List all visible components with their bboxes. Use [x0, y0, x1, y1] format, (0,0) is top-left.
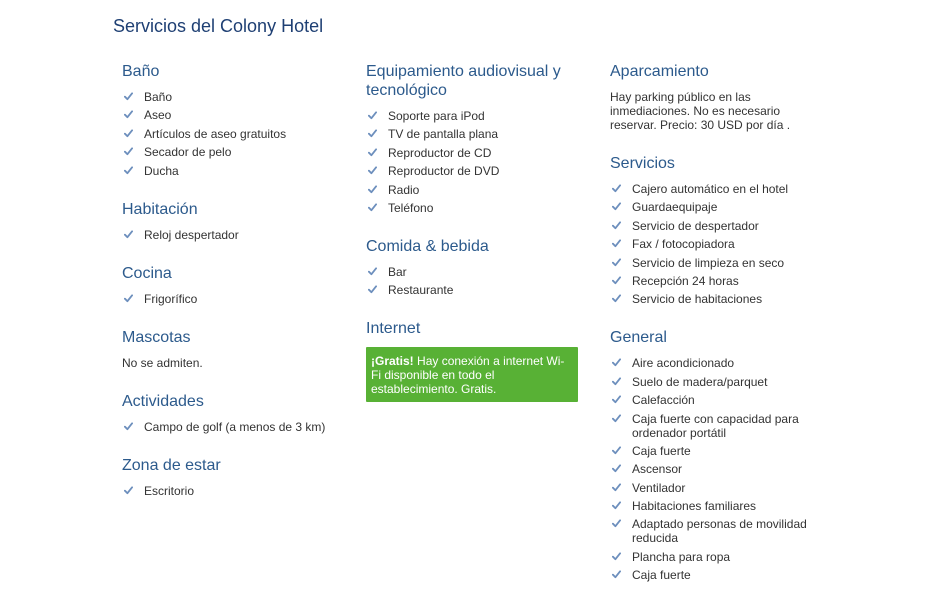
section-internet [366, 319, 581, 402]
wifi-free-badge [366, 347, 578, 402]
list-item [610, 375, 825, 389]
checkmark-icon [612, 499, 621, 508]
list-item-label: Escritorio [144, 483, 195, 498]
feature-list [610, 182, 825, 306]
feature-list [122, 90, 352, 178]
list-item [610, 444, 825, 458]
list-item-label: Fax / fotocopiadora [632, 237, 735, 252]
section-title: General [610, 329, 667, 347]
checkmark-icon [124, 127, 133, 136]
list-item-label: Recepción 24 horas [632, 273, 739, 288]
checkmark-icon [612, 550, 621, 559]
list-item [610, 356, 825, 370]
checkmark-icon [612, 517, 621, 526]
list-item [366, 127, 581, 141]
list-item [122, 484, 352, 498]
list-item [610, 568, 825, 582]
list-item [610, 393, 825, 407]
column-1 [122, 62, 352, 520]
section-title: Baño [122, 63, 160, 80]
section-zona-de-estar [122, 456, 352, 498]
list-item-label: Reproductor de CD [388, 145, 492, 160]
list-item-label: Restaurante [388, 283, 454, 298]
list-item-label: Caja fuerte [632, 568, 691, 583]
feature-list [122, 420, 352, 434]
section-general [610, 328, 825, 582]
list-item [610, 237, 825, 251]
feature-list [610, 356, 825, 582]
checkmark-icon [368, 183, 377, 192]
list-item-label: Ducha [144, 163, 179, 178]
list-item-label: Adaptado personas de movilidad reducida [632, 517, 807, 546]
section-aparcamiento [610, 62, 825, 132]
section-title: Mascotas [122, 328, 191, 346]
section-title: Internet [366, 320, 421, 338]
checkmark-icon [124, 228, 133, 237]
section-title: Equipamiento audiovisual y tecnológico [366, 63, 561, 99]
checkmark-icon [612, 412, 621, 421]
section-comida-bebida [366, 237, 581, 297]
list-item-label: Servicio de despertador [632, 218, 759, 233]
checkmark-icon [612, 200, 621, 209]
section-cocina [122, 264, 352, 306]
list-item [610, 462, 825, 476]
checkmark-icon [124, 420, 133, 429]
list-item [366, 109, 581, 123]
list-item-label: Aseo [144, 108, 172, 123]
section-title: Aparcamiento [610, 63, 709, 80]
feature-list [366, 265, 581, 297]
section-title: Comida & bebida [366, 237, 489, 255]
section-actividades [122, 392, 352, 434]
list-item [610, 182, 825, 196]
list-item-label: TV de pantalla plana [388, 127, 499, 142]
section-title: Zona de estar [122, 456, 221, 474]
list-item [366, 283, 581, 297]
checkmark-icon [612, 292, 621, 301]
list-item-label: Artículos de aseo gratuitos [144, 126, 287, 141]
list-item-label: Caja fuerte con capacidad para ordenador portátil [632, 411, 799, 440]
section-title: Servicios [610, 155, 675, 172]
section-habitación [122, 200, 352, 242]
checkmark-icon [368, 127, 377, 136]
list-item [122, 127, 352, 141]
list-item-label: Campo de golf (a menos de 3 km) [144, 419, 326, 434]
checkmark-icon [612, 462, 621, 471]
checkmark-icon [612, 393, 621, 402]
checkmark-icon [612, 219, 621, 228]
list-item-label: Guardaequipaje [632, 200, 718, 215]
list-item [610, 517, 825, 545]
list-item [122, 145, 352, 159]
checkmark-icon [612, 444, 621, 453]
checkmark-icon [124, 145, 133, 154]
list-item [122, 420, 352, 434]
list-item-label: Teléfono [388, 200, 434, 215]
list-item [610, 292, 825, 306]
list-item [610, 550, 825, 564]
list-item-label: Ascensor [632, 462, 683, 477]
list-item-label: Reloj despertador [144, 227, 239, 242]
list-item [122, 292, 352, 306]
list-item-label: Bar [388, 264, 407, 279]
list-item-label: Baño [144, 90, 173, 104]
checkmark-icon [124, 484, 133, 493]
feature-list [122, 292, 352, 306]
list-item-label: Caja fuerte [632, 443, 691, 458]
list-item-label: Soporte para iPod [388, 109, 485, 123]
checkmark-icon [612, 356, 621, 365]
checkmark-icon [612, 481, 621, 490]
list-item-label: Aire acondicionado [632, 356, 735, 371]
list-item-label: Servicio de habitaciones [632, 292, 763, 307]
column-2 [366, 62, 581, 424]
feature-list [366, 109, 581, 215]
checkmark-icon [124, 292, 133, 301]
list-item [610, 499, 825, 513]
checkmark-icon [368, 265, 377, 274]
list-item-label: Servicio de limpieza en seco [632, 255, 785, 270]
wifi-description: Hay conexión a internet Wi-Fi disponible en todo el establecimiento. Gratis. [371, 354, 565, 397]
section-servicios [610, 154, 825, 306]
list-item-label: Reproductor de DVD [388, 164, 500, 179]
list-item-label: Calefacción [632, 393, 695, 408]
checkmark-icon [368, 283, 377, 292]
list-item [122, 164, 352, 178]
section-note: No se admiten. [122, 355, 203, 370]
list-item [366, 164, 581, 178]
checkmark-icon [612, 237, 621, 246]
list-item [610, 274, 825, 288]
checkmark-icon [368, 201, 377, 210]
feature-list [122, 228, 352, 242]
checkmark-icon [612, 375, 621, 384]
section-title: Actividades [122, 392, 204, 410]
checkmark-icon [124, 164, 133, 173]
checkmark-icon [124, 90, 133, 99]
list-item [610, 481, 825, 495]
section-title: Cocina [122, 264, 172, 282]
checkmark-icon [612, 274, 621, 283]
list-item [610, 219, 825, 233]
list-item-label: Plancha para ropa [632, 549, 731, 564]
list-item-label: Cajero automático en el hotel [632, 182, 789, 196]
section-note: Hay parking público en las inmediaciones. No es necesario reservar. Precio: 30 USD por día . [610, 90, 791, 132]
section-mascotas [122, 328, 352, 370]
checkmark-icon [368, 164, 377, 173]
page-title: Servicios del Colony Hotel [113, 16, 324, 36]
list-item-label: Ventilador [632, 480, 686, 495]
column-3 [610, 62, 825, 604]
list-item [366, 265, 581, 279]
list-item [366, 183, 581, 197]
list-item [610, 256, 825, 270]
list-item [366, 201, 581, 215]
list-item-label: Frigorífico [144, 291, 198, 306]
list-item [122, 108, 352, 122]
list-item [610, 200, 825, 214]
section-title: Habitación [122, 200, 198, 218]
checkmark-icon [612, 182, 621, 191]
list-item [122, 90, 352, 104]
list-item-label: Secador de pelo [144, 145, 232, 160]
list-item [610, 412, 825, 440]
list-item [122, 228, 352, 242]
section-baño [122, 62, 352, 178]
list-item-label: Habitaciones familiares [632, 499, 757, 514]
section-equipamiento-audiovisual-y-tecnológico [366, 62, 581, 215]
free-label: ¡Gratis! [371, 354, 414, 369]
checkmark-icon [612, 568, 621, 577]
list-item [366, 146, 581, 160]
feature-list [122, 484, 352, 498]
list-item-label: Radio [388, 182, 420, 197]
list-item-label: Suelo de madera/parquet [632, 374, 768, 389]
checkmark-icon [124, 108, 133, 117]
checkmark-icon [368, 109, 377, 118]
checkmark-icon [368, 146, 377, 155]
checkmark-icon [612, 256, 621, 265]
